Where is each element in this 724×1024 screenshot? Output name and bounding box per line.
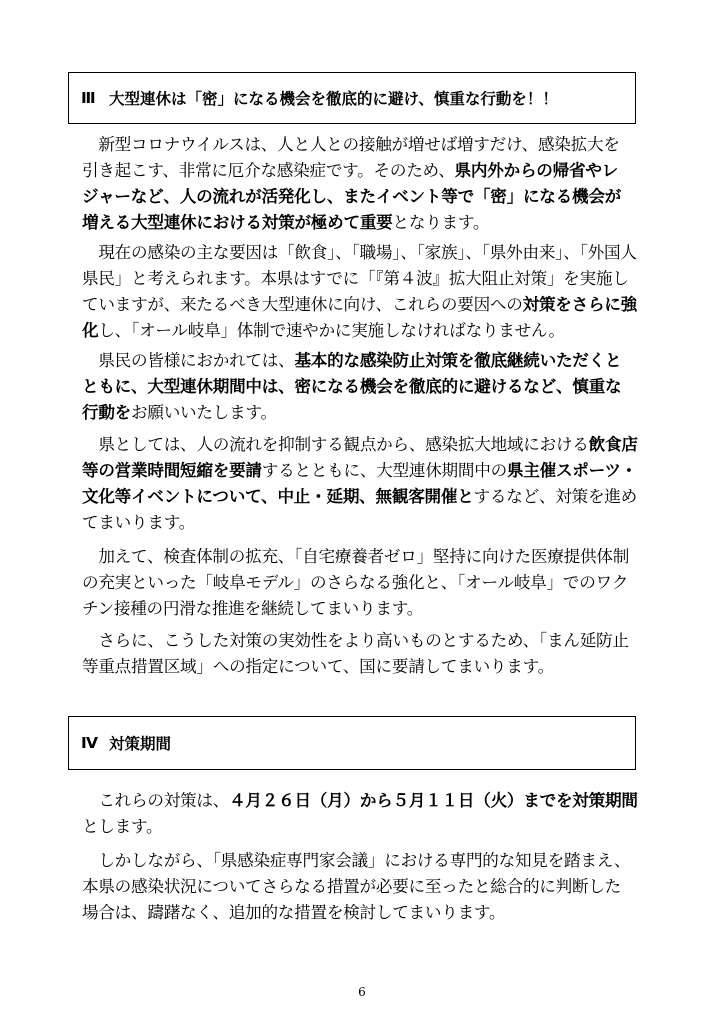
text-line: 行動をお願いいたします。 (82, 403, 277, 422)
section-3-paragraph-6 (82, 628, 672, 680)
text-line: 新型コロナウイルスは、人と人との接触が増せば増すだけ、感染拡大を (82, 135, 620, 154)
section-4-title: 対策期間 (109, 735, 172, 753)
section-4-paragraph-2 (82, 848, 672, 926)
section-3-heading (68, 72, 636, 124)
text-line: ともに、大型連休期間中は、密になる機会を徹底的に避けるなど、慎重な (82, 377, 622, 396)
section-3-paragraph-5 (82, 544, 672, 622)
text-line: チン接種の円滑な推進を継続してまいります。 (82, 599, 424, 618)
text-line: 等重点措置区域」への指定について、国に要請してまいります。 (82, 657, 554, 676)
section-4-number: Ⅳ (81, 734, 99, 752)
text-line: 増える大型連休における対策が極めて重要となります。 (82, 213, 490, 232)
text-line: 文化等イベントについて、中止・延期、無観客開催とするなど、対策を進め (82, 487, 638, 506)
text-line: これらの対策は、４月２６日（月）から５月１１日（火）までを対策期間 (82, 791, 638, 810)
text-line: ていますが、来たるべき大型連休に向け、これらの要因への対策をさらに強 (82, 295, 638, 314)
section-3-paragraph-2 (82, 240, 672, 344)
text-line: 本県の感染状況についてさらなる措置が必要に至ったと総合的に判断した (82, 877, 622, 896)
text-line: 引き起こす、非常に厄介な感染症です。そのため、県内外からの帰省やレ (82, 161, 619, 180)
section-3-number: Ⅲ (81, 89, 96, 107)
text-line: 県民」と考えられます。本県はすでに「『第４波』拡大阻止対策」を実施し (82, 269, 629, 288)
text-line: 等の営業時間短縮を要請するとともに、大型連休期間中の県主催スポーツ・ (82, 461, 638, 480)
text-line: とします。 (82, 817, 163, 836)
text-line: 化し、「オール岐阜」体制で速やかに実施しなければなりません。 (82, 321, 565, 340)
section-3-title: 大型連休は「密」になる機会を徹底的に避け、慎重な行動を！！ (109, 90, 558, 108)
text-line: の充実といった「岐阜モデル」のさらなる強化と、「オール岐阜」でのワク (82, 573, 629, 592)
section-4-heading (68, 716, 636, 770)
page-number: 6 (358, 985, 366, 999)
section-4-paragraph-1 (82, 788, 672, 840)
text-line: てまいります。 (82, 513, 196, 532)
text-line: 場合は、躊躇なく、追加的な措置を検討してまいります。 (82, 903, 506, 922)
text-line: 県民の皆様におかれては、基本的な感染防止対策を徹底継続いただくと (82, 351, 622, 370)
section-3-paragraph-1 (82, 132, 672, 236)
text-line: 県としては、人の流れを抑制する観点から、感染拡大地域における飲食店 (82, 435, 638, 454)
section-3-paragraph-3 (82, 348, 672, 426)
text-line: さらに、こうした対策の実効性をより高いものとするため、「まん延防止 (82, 631, 629, 650)
text-line: 現在の感染の主な要因は「飲食」、「職場」、「家族」、「県外由来」、「外国人 (82, 243, 637, 262)
text-line: ジャーなど、人の流れが活発化し、またイベント等で「密」になる機会が (82, 187, 622, 206)
text-line: 加えて、検査体制の拡充、「自宅療養者ゼロ」堅持に向けた医療提供体制 (82, 547, 630, 566)
section-3-paragraph-4 (82, 432, 672, 536)
text-line: しかしながら、「県感染症専門家会議」における専門的な知見を踏まえ、 (82, 851, 631, 870)
